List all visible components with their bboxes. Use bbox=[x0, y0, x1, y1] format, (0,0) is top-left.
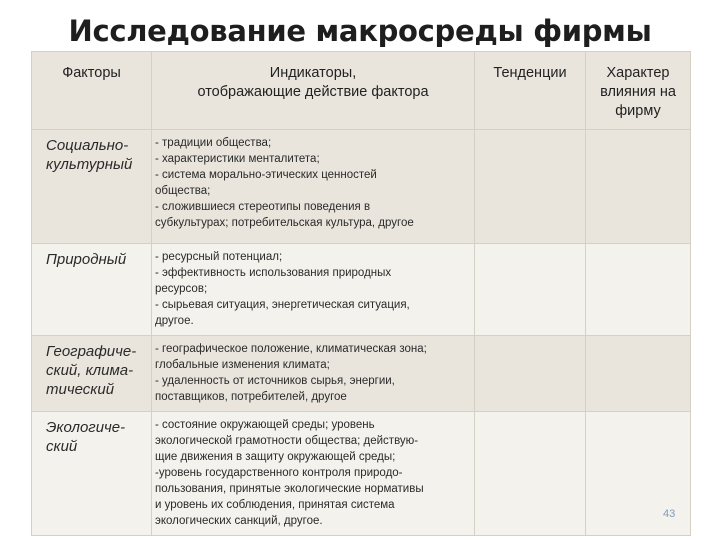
page-number: 43 bbox=[663, 508, 676, 520]
indicator-line: субкультурах; потребительская культура, другое bbox=[155, 217, 414, 229]
indicator-line: экологической грамотности общества; действую- bbox=[155, 435, 419, 447]
header-impact bbox=[586, 52, 691, 130]
indicator-line: - сырьевая ситуация, энергетическая ситуация, bbox=[155, 299, 410, 311]
impact-cell bbox=[586, 130, 691, 244]
indicator-line: -уровень государственного контроля природо- bbox=[155, 467, 403, 479]
indicator-line: - сложившиеся стереотипы поведения в bbox=[155, 201, 371, 213]
indicator-line: щие движения в защиту окружающей среды; bbox=[155, 451, 396, 463]
header-indicators bbox=[152, 52, 475, 130]
indicator-line: общества; bbox=[155, 185, 211, 197]
indicator-line: - традиции общества; bbox=[155, 137, 272, 149]
header-indicators-line2: отображающие действие фактора bbox=[197, 84, 429, 100]
impact-cell bbox=[586, 244, 691, 336]
indicator-line: ресурсов; bbox=[155, 283, 208, 295]
indicator-line: - эффективность использования природных bbox=[155, 267, 392, 279]
header-trends-label: Тенденции bbox=[493, 65, 567, 81]
factor-label-line: ский bbox=[46, 438, 78, 455]
factor-label-line: Экологиче- bbox=[46, 419, 126, 436]
factor-cell bbox=[32, 412, 152, 536]
impact-cell bbox=[586, 336, 691, 412]
indicator-line: - система морально-этических ценностей bbox=[155, 169, 377, 181]
indicator-line: пользования, принятые экологические нормативы bbox=[155, 483, 424, 495]
factor-cell bbox=[32, 244, 152, 336]
factor-label-line: Социально- bbox=[46, 137, 129, 154]
trend-cell bbox=[475, 336, 586, 412]
indicator-line: - географическое положение, климатическая зона; bbox=[155, 343, 427, 355]
factor-cell bbox=[32, 336, 152, 412]
header-indicators-line1: Индикаторы, bbox=[269, 65, 357, 81]
indicators-cell bbox=[152, 336, 475, 412]
header-trends bbox=[475, 52, 586, 130]
macro-environment-table bbox=[31, 51, 691, 536]
trend-cell bbox=[475, 130, 586, 244]
table-row bbox=[32, 130, 691, 244]
trend-cell bbox=[475, 412, 586, 536]
header-factors-label: Факторы bbox=[62, 65, 121, 81]
factor-label-line: ский, клима- bbox=[46, 362, 134, 379]
factor-label-line: Природный bbox=[46, 251, 127, 268]
indicator-line: - характеристики менталитета; bbox=[155, 153, 320, 165]
indicator-line: - ресурсный потенциал; bbox=[155, 251, 283, 263]
page-title: Исследование макросреды фирмы bbox=[68, 14, 652, 48]
header-factors bbox=[32, 52, 152, 130]
factor-cell bbox=[32, 130, 152, 244]
table-row bbox=[32, 244, 691, 336]
indicator-line: и уровень их соблюдения, принятая система bbox=[155, 499, 395, 511]
indicator-line: - состояние окружающей среды; уровень bbox=[155, 419, 375, 431]
factor-label-line: Географиче- bbox=[46, 343, 137, 360]
indicators-cell bbox=[152, 130, 475, 244]
table-row bbox=[32, 336, 691, 412]
indicators-cell bbox=[152, 244, 475, 336]
indicator-line: поставщиков, потребителей, другое bbox=[155, 391, 347, 403]
trend-cell bbox=[475, 244, 586, 336]
indicator-line: глобальные изменения климата; bbox=[155, 359, 330, 371]
indicator-line: - удаленность от источников сырья, энергии, bbox=[155, 375, 395, 387]
factor-label-line: тический bbox=[46, 381, 115, 398]
indicators-cell bbox=[152, 412, 475, 536]
indicator-line: экологических санкций, другое. bbox=[155, 515, 323, 527]
header-impact-line3: фирму bbox=[615, 103, 661, 119]
header-impact-line2: влияния на bbox=[600, 84, 676, 100]
table-row bbox=[32, 412, 691, 536]
header-impact-line1: Характер bbox=[606, 65, 670, 81]
indicator-line: другое. bbox=[155, 315, 194, 327]
factor-label-line: культурный bbox=[46, 156, 133, 173]
